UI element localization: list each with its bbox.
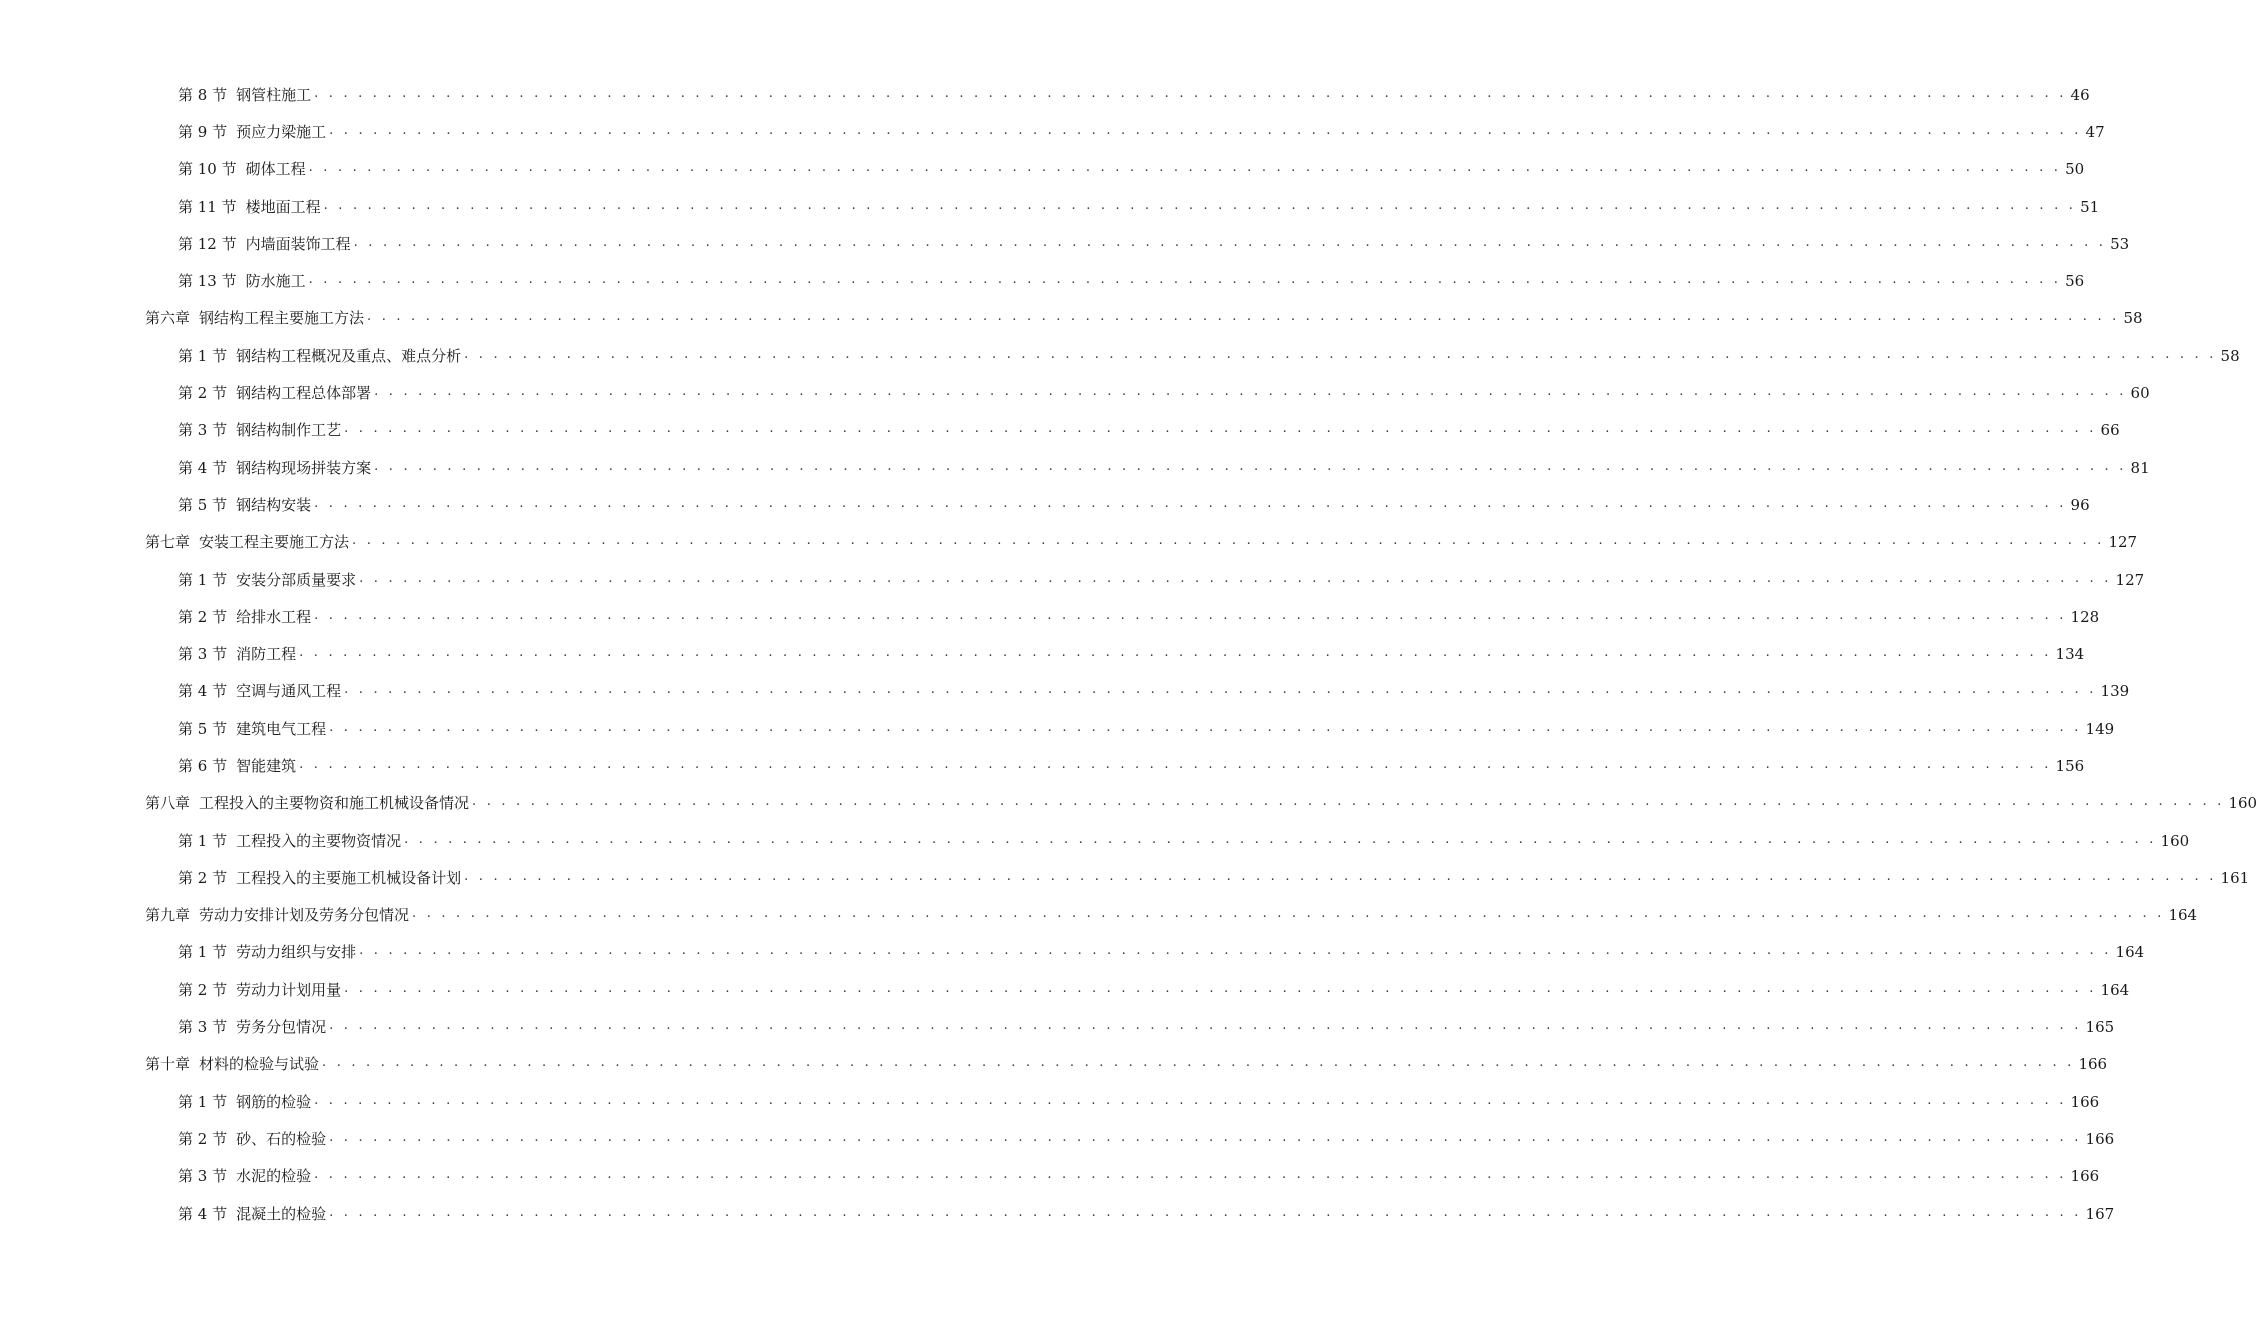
toc-dot-leader: . . . . . . . . . . . . . . . . . . . . . . . . . . . . . . . . . . . . . . . . . . . . . . . . . . . . . . . . . . . . . . . . . . . . . . . . . . . . . . . . . . . . . . . . . . . . . . . . . . . . . . . . . . . . . . . . . . . . . . . .	[314, 1167, 2067, 1183]
toc-entry-title: 消防工程	[236, 645, 297, 664]
toc-page-number: 165	[2085, 1018, 2115, 1037]
toc-page-number: 50	[2065, 160, 2085, 179]
toc-page-number: 60	[2130, 384, 2150, 403]
toc-entry-title: 工程投入的主要物资和施工机械设备情况	[199, 794, 470, 813]
toc-section-row[interactable]	[0, 747, 2085, 784]
toc-section-row[interactable]	[0, 151, 2085, 188]
toc-entry-number: 第 2 节	[178, 868, 228, 887]
toc-page-number: 128	[2070, 607, 2100, 626]
toc-section-row[interactable]	[0, 673, 2130, 710]
toc-page-number: 164	[2100, 980, 2130, 999]
toc-entry-title: 智能建筑	[236, 756, 297, 775]
toc-chapter-row[interactable]	[0, 300, 2143, 337]
toc-entry-title: 砂、石的检验	[236, 1129, 327, 1148]
toc-entry-title: 劳动力组织与安排	[236, 943, 357, 962]
toc-page-number: 134	[2055, 645, 2085, 664]
toc-page-number: 164	[2168, 906, 2198, 925]
toc-entry-title: 安装分部质量要求	[236, 570, 357, 589]
toc-entry-number: 第 2 节	[178, 607, 228, 626]
toc-page-number: 96	[2070, 495, 2090, 514]
toc-page-number: 166	[2078, 1055, 2108, 1074]
toc-entry-number: 第 8 节	[178, 85, 228, 104]
toc-dot-leader: . . . . . . . . . . . . . . . . . . . . . . . . . . . . . . . . . . . . . . . . . . . . . . . . . . . . . . . . . . . . . . . . . . . . . . . . . . . . . . . . . . . . . . . . . . . . . . . . . . . . . . . . . . . . . . . . . . . . . . . .	[464, 346, 2217, 362]
toc-section-row[interactable]	[0, 822, 2190, 859]
toc-section-row[interactable]	[0, 1158, 2100, 1195]
toc-dot-leader: . . . . . . . . . . . . . . . . . . . . . . . . . . . . . . . . . . . . . . . . . . . . . . . . . . . . . . . . . . . . . . . . . . . . . . . . . . . . . . . . . . . . . . . . . . . . . . . . . . . . . . . . . . . . . . . . . . . . . . . .	[314, 495, 2067, 511]
toc-section-row[interactable]	[0, 76, 2090, 113]
toc-dot-leader: . . . . . . . . . . . . . . . . . . . . . . . . . . . . . . . . . . . . . . . . . . . . . . . . . . . . . . . . . . . . . . . . . . . . . . . . . . . . . . . . . . . . . . . . . . . . . . . . . . . . . . . . . . . . . . . . . . . . . . . .	[323, 197, 2077, 213]
toc-entry-number: 第 10 节	[178, 160, 237, 179]
toc-page-number: 166	[2085, 1129, 2115, 1148]
toc-page-number: 167	[2085, 1204, 2115, 1223]
toc-dot-leader: . . . . . . . . . . . . . . . . . . . . . . . . . . . . . . . . . . . . . . . . . . . . . . . . . . . . . . . . . . . . . . . . . . . . . . . . . . . . . . . . . . . . . . . . . . . . . . . . . . . . . . . . . . . . . . . . . . . . . . . .	[299, 756, 2052, 772]
toc-section-row[interactable]	[0, 971, 2130, 1008]
toc-entry-number: 第 13 节	[178, 272, 237, 291]
toc-dot-leader: . . . . . . . . . . . . . . . . . . . . . . . . . . . . . . . . . . . . . . . . . . . . . . . . . . . . . . . . . . . . . . . . . . . . . . . . . . . . . . . . . . . . . . . . . . . . . . . . . . . . . . . . . . . . . . . . . . . . . . . .	[344, 421, 2097, 437]
toc-section-row[interactable]	[0, 1195, 2115, 1232]
toc-page-number: 166	[2070, 1092, 2100, 1111]
toc-page-number: 166	[2070, 1167, 2100, 1186]
toc-dot-leader: . . . . . . . . . . . . . . . . . . . . . . . . . . . . . . . . . . . . . . . . . . . . . . . . . . . . . . . . . . . . . . . . . . . . . . . . . . . . . . . . . . . . . . . . . . . . . . . . . . . . . . . . . . . . . . . . . . . . . . . .	[464, 868, 2217, 884]
toc-page-number: 53	[2110, 234, 2130, 253]
toc-entry-number: 第 2 节	[178, 1129, 228, 1148]
toc-entry-number: 第 1 节	[178, 1092, 228, 1111]
toc-entry-number: 第 4 节	[178, 682, 228, 701]
toc-dot-leader: . . . . . . . . . . . . . . . . . . . . . . . . . . . . . . . . . . . . . . . . . . . . . . . . . . . . . . . . . . . . . . . . . . . . . . . . . . . . . . . . . . . . . . . . . . . . . . . . . . . . . . . . . . . . . . . . . . . . . . . .	[299, 645, 2052, 661]
toc-section-row[interactable]	[0, 934, 2145, 971]
toc-entry-number: 第 9 节	[178, 122, 228, 141]
toc-page-number: 66	[2100, 421, 2120, 440]
toc-section-row[interactable]	[0, 1083, 2100, 1120]
toc-entry-number: 第 12 节	[178, 234, 237, 253]
toc-entry-number: 第 3 节	[178, 1018, 228, 1037]
toc-section-row[interactable]	[0, 561, 2145, 598]
toc-entry-number: 第六章	[145, 309, 191, 328]
toc-entry-title: 水泥的检验	[236, 1167, 312, 1186]
toc-dot-leader: . . . . . . . . . . . . . . . . . . . . . . . . . . . . . . . . . . . . . . . . . . . . . . . . . . . . . . . . . . . . . . . . . . . . . . . . . . . . . . . . . . . . . . . . . . . . . . . . . . . . . . . . . . . . . . . . . . . . . . . .	[308, 272, 2062, 288]
toc-section-row[interactable]	[0, 225, 2130, 262]
toc-entry-number: 第 2 节	[178, 980, 228, 999]
toc-dot-leader: . . . . . . . . . . . . . . . . . . . . . . . . . . . . . . . . . . . . . . . . . . . . . . . . . . . . . . . . . . . . . . . . . . . . . . . . . . . . . . . . . . . . . . . . . . . . . . . . . . . . . . . . . . . . . . . . . . . . . . . .	[353, 234, 2107, 250]
toc-page-number: 81	[2130, 458, 2150, 477]
toc-dot-leader: . . . . . . . . . . . . . . . . . . . . . . . . . . . . . . . . . . . . . . . . . . . . . . . . . . . . . . . . . . . . . . . . . . . . . . . . . . . . . . . . . . . . . . . . . . . . . . . . . . . . . . . . . . . . . . . . . . . . . . . .	[322, 1055, 2075, 1071]
toc-section-row[interactable]	[0, 859, 2250, 896]
toc-entry-number: 第 11 节	[178, 197, 237, 216]
toc-page-number: 47	[2085, 122, 2105, 141]
toc-section-row[interactable]	[0, 1008, 2115, 1045]
toc-chapter-row[interactable]	[0, 524, 2138, 561]
toc-entry-number: 第 1 节	[178, 831, 228, 850]
toc-entry-number: 第七章	[145, 533, 191, 552]
toc-entry-number: 第八章	[145, 794, 191, 813]
toc-dot-leader: . . . . . . . . . . . . . . . . . . . . . . . . . . . . . . . . . . . . . . . . . . . . . . . . . . . . . . . . . . . . . . . . . . . . . . . . . . . . . . . . . . . . . . . . . . . . . . . . . . . . . . . . . . . . . . . . . . . . . . . .	[314, 607, 2067, 623]
toc-dot-leader: . . . . . . . . . . . . . . . . . . . . . . . . . . . . . . . . . . . . . . . . . . . . . . . . . . . . . . . . . . . . . . . . . . . . . . . . . . . . . . . . . . . . . . . . . . . . . . . . . . . . . . . . . . . . . . . . . . . . . . . .	[308, 160, 2062, 176]
toc-entry-number: 第 3 节	[178, 421, 228, 440]
toc-entry-number: 第 1 节	[178, 943, 228, 962]
toc-dot-leader: . . . . . . . . . . . . . . . . . . . . . . . . . . . . . . . . . . . . . . . . . . . . . . . . . . . . . . . . . . . . . . . . . . . . . . . . . . . . . . . . . . . . . . . . . . . . . . . . . . . . . . . . . . . . . . . . . . . . . . . .	[344, 980, 2097, 996]
toc-entry-title: 工程投入的主要施工机械设备计划	[236, 868, 462, 887]
toc-dot-leader: . . . . . . . . . . . . . . . . . . . . . . . . . . . . . . . . . . . . . . . . . . . . . . . . . . . . . . . . . . . . . . . . . . . . . . . . . . . . . . . . . . . . . . . . . . . . . . . . . . . . . . . . . . . . . . . . . . . . . . . .	[352, 533, 2105, 549]
toc-page-number: 160	[2160, 831, 2190, 850]
toc-chapter-row[interactable]	[0, 785, 2257, 822]
toc-section-row[interactable]	[0, 188, 2100, 225]
toc-section-row[interactable]	[0, 1120, 2115, 1157]
toc-dot-leader: . . . . . . . . . . . . . . . . . . . . . . . . . . . . . . . . . . . . . . . . . . . . . . . . . . . . . . . . . . . . . . . . . . . . . . . . . . . . . . . . . . . . . . . . . . . . . . . . . . . . . . . . . . . . . . . . . . . . . . . .	[329, 1204, 2082, 1220]
toc-page-number: 51	[2080, 197, 2100, 216]
toc-entry-title: 劳务分包情况	[236, 1018, 327, 1037]
toc-dot-leader: . . . . . . . . . . . . . . . . . . . . . . . . . . . . . . . . . . . . . . . . . . . . . . . . . . . . . . . . . . . . . . . . . . . . . . . . . . . . . . . . . . . . . . . . . . . . . . . . . . . . . . . . . . . . . . . . . . . . . . . .	[329, 1018, 2082, 1034]
toc-dot-leader: . . . . . . . . . . . . . . . . . . . . . . . . . . . . . . . . . . . . . . . . . . . . . . . . . . . . . . . . . . . . . . . . . . . . . . . . . . . . . . . . . . . . . . . . . . . . . . . . . . . . . . . . . . . . . . . . . . . . . . . .	[329, 122, 2082, 138]
toc-entry-number: 第 5 节	[178, 719, 228, 738]
toc-entry-number: 第 3 节	[178, 645, 228, 664]
toc-entry-title: 工程投入的主要物资情况	[236, 831, 402, 850]
toc-section-row[interactable]	[0, 598, 2100, 635]
toc-entry-number: 第十章	[145, 1055, 191, 1074]
toc-page-number: 160	[2228, 794, 2257, 813]
toc-entry-number: 第九章	[145, 906, 191, 925]
toc-section-row[interactable]	[0, 635, 2085, 672]
toc-entry-title: 钢筋的检验	[236, 1092, 312, 1111]
toc-dot-leader: . . . . . . . . . . . . . . . . . . . . . . . . . . . . . . . . . . . . . . . . . . . . . . . . . . . . . . . . . . . . . . . . . . . . . . . . . . . . . . . . . . . . . . . . . . . . . . . . . . . . . . . . . . . . . . . . . . . . . . . .	[367, 309, 2120, 325]
toc-entry-number: 第 3 节	[178, 1167, 228, 1186]
toc-page-number: 58	[2220, 346, 2240, 365]
toc-dot-leader: . . . . . . . . . . . . . . . . . . . . . . . . . . . . . . . . . . . . . . . . . . . . . . . . . . . . . . . . . . . . . . . . . . . . . . . . . . . . . . . . . . . . . . . . . . . . . . . . . . . . . . . . . . . . . . . . . . . . . . . .	[359, 570, 2112, 586]
toc-dot-leader: . . . . . . . . . . . . . . . . . . . . . . . . . . . . . . . . . . . . . . . . . . . . . . . . . . . . . . . . . . . . . . . . . . . . . . . . . . . . . . . . . . . . . . . . . . . . . . . . . . . . . . . . . . . . . . . . . . . . . . . .	[404, 831, 2157, 847]
toc-dot-leader: . . . . . . . . . . . . . . . . . . . . . . . . . . . . . . . . . . . . . . . . . . . . . . . . . . . . . . . . . . . . . . . . . . . . . . . . . . . . . . . . . . . . . . . . . . . . . . . . . . . . . . . . . . . . . . . . . . . . . . . .	[412, 906, 2165, 922]
toc-page-number: 139	[2100, 682, 2130, 701]
toc-section-row[interactable]	[0, 710, 2115, 747]
toc-chapter-row[interactable]	[0, 897, 2198, 934]
toc-entry-number: 第 2 节	[178, 384, 228, 403]
toc-entry-title: 钢结构现场拼装方案	[236, 458, 372, 477]
toc-page-number: 156	[2055, 756, 2085, 775]
toc-page-number: 56	[2065, 272, 2085, 291]
toc-entry-title: 混凝土的检验	[236, 1204, 327, 1223]
toc-entry-title: 材料的检验与试验	[199, 1055, 320, 1074]
toc-entry-number: 第 5 节	[178, 495, 228, 514]
toc-page-number: 127	[2115, 570, 2145, 589]
toc-section-row[interactable]	[0, 412, 2120, 449]
toc-entry-title: 钢结构制作工艺	[236, 421, 342, 440]
toc-entry-title: 砌体工程	[245, 160, 306, 179]
toc-section-row[interactable]	[0, 337, 2240, 374]
toc-section-row[interactable]	[0, 262, 2085, 299]
toc-page-number: 161	[2220, 868, 2250, 887]
toc-entry-title: 钢结构工程概况及重点、难点分析	[236, 346, 462, 365]
toc-dot-leader: . . . . . . . . . . . . . . . . . . . . . . . . . . . . . . . . . . . . . . . . . . . . . . . . . . . . . . . . . . . . . . . . . . . . . . . . . . . . . . . . . . . . . . . . . . . . . . . . . . . . . . . . . . . . . . . . . . . . . . . .	[344, 682, 2097, 698]
toc-section-row[interactable]	[0, 374, 2150, 411]
toc-entry-title: 钢结构安装	[236, 495, 312, 514]
table-of-contents	[0, 76, 2257, 1232]
toc-entry-title: 空调与通风工程	[236, 682, 342, 701]
toc-entry-title: 钢结构工程总体部署	[236, 384, 372, 403]
toc-dot-leader: . . . . . . . . . . . . . . . . . . . . . . . . . . . . . . . . . . . . . . . . . . . . . . . . . . . . . . . . . . . . . . . . . . . . . . . . . . . . . . . . . . . . . . . . . . . . . . . . . . . . . . . . . . . . . . . . . . . . . . . .	[472, 794, 2225, 810]
toc-entry-number: 第 1 节	[178, 570, 228, 589]
toc-entry-title: 建筑电气工程	[236, 719, 327, 738]
toc-page-number: 149	[2085, 719, 2115, 738]
toc-page-number: 46	[2070, 85, 2090, 104]
toc-entry-title: 内墙面装饰工程	[245, 234, 351, 253]
toc-page-number: 164	[2115, 943, 2145, 962]
toc-dot-leader: . . . . . . . . . . . . . . . . . . . . . . . . . . . . . . . . . . . . . . . . . . . . . . . . . . . . . . . . . . . . . . . . . . . . . . . . . . . . . . . . . . . . . . . . . . . . . . . . . . . . . . . . . . . . . . . . . . . . . . . .	[329, 719, 2082, 735]
toc-entry-title: 劳动力计划用量	[236, 980, 342, 999]
toc-entry-title: 给排水工程	[236, 607, 312, 626]
toc-entry-title: 预应力梁施工	[236, 122, 327, 141]
toc-chapter-row[interactable]	[0, 1046, 2108, 1083]
toc-dot-leader: . . . . . . . . . . . . . . . . . . . . . . . . . . . . . . . . . . . . . . . . . . . . . . . . . . . . . . . . . . . . . . . . . . . . . . . . . . . . . . . . . . . . . . . . . . . . . . . . . . . . . . . . . . . . . . . . . . . . . . . .	[329, 1129, 2082, 1145]
toc-dot-leader: . . . . . . . . . . . . . . . . . . . . . . . . . . . . . . . . . . . . . . . . . . . . . . . . . . . . . . . . . . . . . . . . . . . . . . . . . . . . . . . . . . . . . . . . . . . . . . . . . . . . . . . . . . . . . . . . . . . . . . . .	[314, 85, 2067, 101]
toc-dot-leader: . . . . . . . . . . . . . . . . . . . . . . . . . . . . . . . . . . . . . . . . . . . . . . . . . . . . . . . . . . . . . . . . . . . . . . . . . . . . . . . . . . . . . . . . . . . . . . . . . . . . . . . . . . . . . . . . . . . . . . . .	[374, 458, 2127, 474]
toc-entry-number: 第 1 节	[178, 346, 228, 365]
toc-page-number: 58	[2123, 309, 2143, 328]
toc-dot-leader: . . . . . . . . . . . . . . . . . . . . . . . . . . . . . . . . . . . . . . . . . . . . . . . . . . . . . . . . . . . . . . . . . . . . . . . . . . . . . . . . . . . . . . . . . . . . . . . . . . . . . . . . . . . . . . . . . . . . . . . .	[359, 943, 2112, 959]
toc-dot-leader: . . . . . . . . . . . . . . . . . . . . . . . . . . . . . . . . . . . . . . . . . . . . . . . . . . . . . . . . . . . . . . . . . . . . . . . . . . . . . . . . . . . . . . . . . . . . . . . . . . . . . . . . . . . . . . . . . . . . . . . .	[314, 1092, 2067, 1108]
toc-dot-leader: . . . . . . . . . . . . . . . . . . . . . . . . . . . . . . . . . . . . . . . . . . . . . . . . . . . . . . . . . . . . . . . . . . . . . . . . . . . . . . . . . . . . . . . . . . . . . . . . . . . . . . . . . . . . . . . . . . . . . . . .	[374, 384, 2127, 400]
toc-entry-title: 钢结构工程主要施工方法	[199, 309, 365, 328]
toc-entry-number: 第 4 节	[178, 458, 228, 477]
toc-entry-number: 第 4 节	[178, 1204, 228, 1223]
toc-section-row[interactable]	[0, 113, 2105, 150]
toc-section-row[interactable]	[0, 486, 2090, 523]
toc-entry-title: 钢管柱施工	[236, 85, 312, 104]
toc-entry-title: 防水施工	[245, 272, 306, 291]
toc-entry-title: 劳动力安排计划及劳务分包情况	[199, 906, 410, 925]
toc-page-number: 127	[2108, 533, 2138, 552]
toc-section-row[interactable]	[0, 449, 2150, 486]
toc-entry-number: 第 6 节	[178, 756, 228, 775]
toc-entry-title: 楼地面工程	[245, 197, 321, 216]
toc-entry-title: 安装工程主要施工方法	[199, 533, 350, 552]
